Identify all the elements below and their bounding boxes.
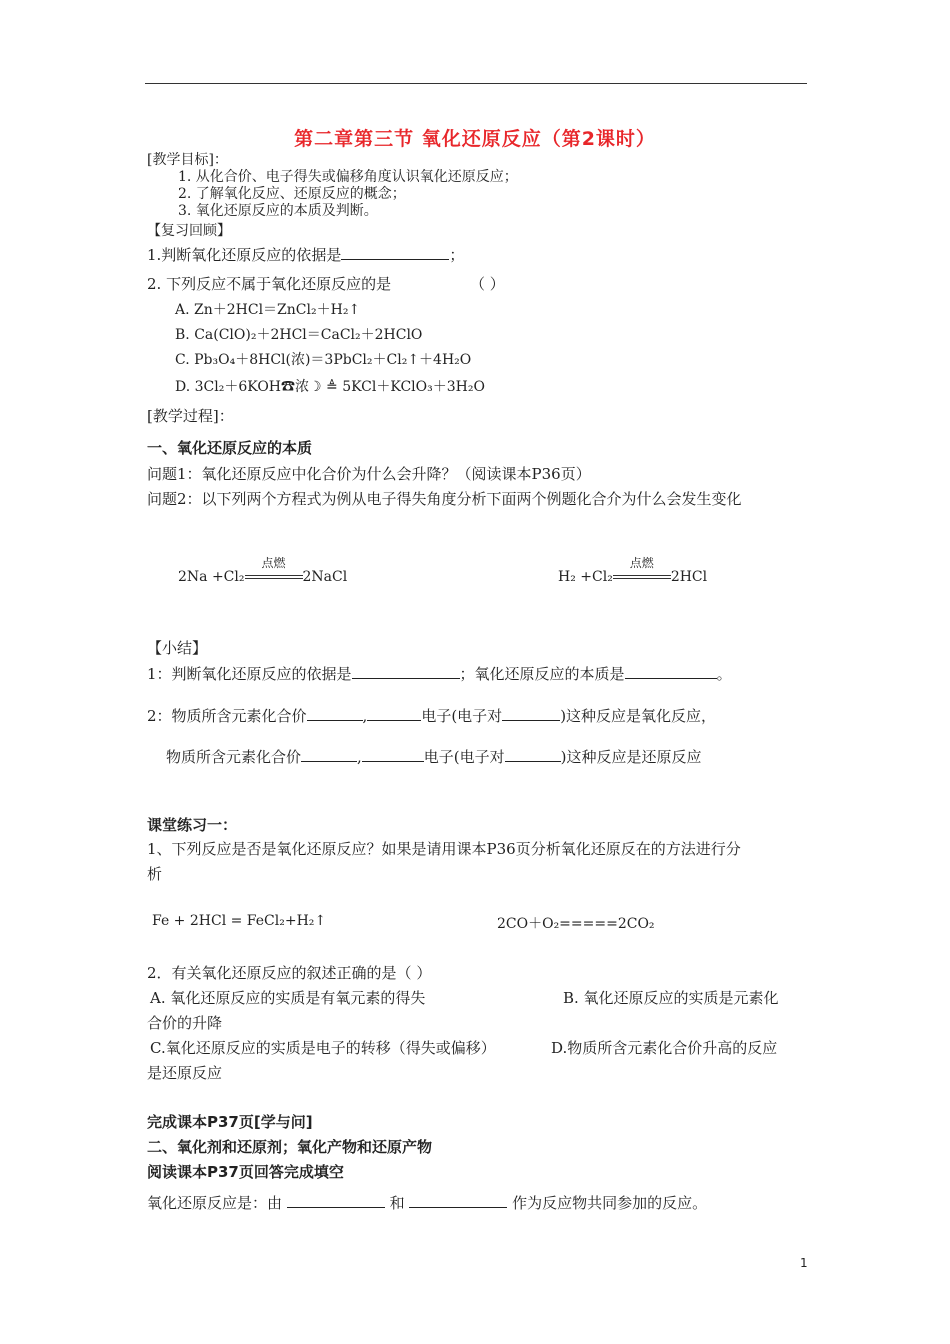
problem-1: 问题1：氧化还原反应中化合价为什么会升降？（阅读课本P36页） [147, 465, 591, 483]
exercise-q2-option-b: B. 氧化还原反应的实质是元素化 [563, 989, 779, 1007]
summary-text: ；氧化还原反应的本质是 [459, 665, 625, 683]
answer-blank[interactable] [341, 245, 449, 260]
textbook-task: 完成课本P37页[学与问] [147, 1113, 313, 1131]
exercise-q2-option-c: C.氧化还原反应的实质是电子的转移（得失或偏移） [150, 1039, 496, 1057]
summary-text: 电子(电子对 [421, 707, 503, 725]
exercise-1-heading: 课堂练习一： [147, 816, 238, 834]
answer-blank[interactable] [409, 1193, 507, 1208]
summary-text: , [357, 748, 362, 766]
section2-heading: 二、氧化剂和还原剂；氧化产物和还原产物 [147, 1138, 433, 1156]
objective-item-1: 1. 从化合价、电子得失或偏移角度认识氧化还原反应； [178, 169, 518, 185]
summary-text: 2：物质所含元素化合价 [147, 707, 307, 725]
exercise-q2-option-a: A. 氧化还原反应的实质是有氧元素的得失 [150, 989, 426, 1007]
objective-item-2: 2. 了解氧化反应、还原反应的概念； [178, 186, 406, 202]
equals-sign [613, 575, 671, 579]
exercise-eq-b: 2CO＋O₂=====2CO₂ [497, 916, 655, 932]
exercise-q2-option-d-cont: 是还原反应 [147, 1064, 223, 1082]
review-q1 [147, 244, 464, 265]
summary-line-1 [147, 663, 732, 684]
review-q1-end: ； [449, 246, 465, 264]
answer-blank[interactable] [301, 747, 357, 762]
fill-text: 和 [389, 1194, 405, 1212]
answer-blank[interactable] [287, 1193, 385, 1208]
answer-blank[interactable] [505, 747, 561, 762]
equation-2 [558, 556, 708, 586]
summary-text: 物质所含元素化合价 [166, 748, 302, 766]
reaction-condition-arrow [245, 556, 303, 586]
answer-blank[interactable] [307, 706, 363, 721]
exercise-1-q1: 1、下列反应是否是氧化还原反应？如果是请用课本P36页分析氧化还原反在的方法进行分 [147, 840, 741, 858]
fill-in-sentence [147, 1192, 707, 1213]
summary-line-3 [166, 746, 702, 767]
review-header: 【复习回顾】 [147, 223, 231, 239]
summary-text: 。 [716, 665, 732, 683]
review-q2: 2. 下列反应不属于氧化还原反应的是 [147, 275, 392, 293]
process-header: [教学过程]： [147, 407, 234, 425]
exercise-1-q2: 2．有关氧化还原反应的叙述正确的是（ ） [147, 964, 432, 982]
reading-instruction: 阅读课本P37页回答完成填空 [147, 1163, 344, 1181]
objective-item-3: 3. 氧化还原反应的本质及判断。 [178, 203, 378, 219]
answer-blank[interactable] [362, 747, 424, 762]
objectives-header: [教学目标]： [147, 152, 228, 168]
summary-line-2 [147, 705, 716, 726]
equals-sign [245, 575, 303, 579]
answer-blank[interactable] [502, 706, 560, 721]
summary-text: 电子(电子对 [423, 748, 505, 766]
page-number: 1 [800, 1256, 808, 1270]
option-c: C. Pb₃O₄＋8HCl(浓)＝3PbCl₂＋Cl₂↑＋4H₂O [175, 352, 472, 368]
answer-blank[interactable] [352, 664, 460, 679]
exercise-q2-option-b-cont: 合价的升降 [147, 1014, 223, 1032]
option-a: A. Zn＋2HCl＝ZnCl₂＋H₂↑ [175, 302, 361, 318]
equation-1-right: 2NaCl [302, 569, 348, 585]
equation-2-left: H₂ +Cl₂ [558, 569, 613, 585]
summary-text: 1：判断氧化还原反应的依据是 [147, 665, 352, 683]
summary-text: )这种反应是氧化反应， [560, 707, 717, 725]
review-q2-paren: （ ） [470, 275, 505, 293]
equation-1-left: 2Na +Cl₂ [178, 569, 245, 585]
summary-text: )这种反应是还原反应 [560, 748, 702, 766]
reaction-condition-arrow [613, 556, 671, 586]
equation-2-right: 2HCl [670, 569, 708, 585]
problem-2: 问题2：以下列两个方程式为例从电子得失角度分析下面两个例题化合介为什么会发生变化 [147, 490, 742, 508]
page-title: 第二章第三节 氧化还原反应（第2课时） [294, 128, 656, 150]
exercise-q2-option-d: D.物质所含元素化合价升高的反应 [551, 1039, 778, 1057]
review-q1-text: 1.判断氧化还原反应的依据是 [147, 246, 342, 264]
equation-1 [178, 556, 348, 586]
fill-text: 氧化还原反应是：由 [147, 1194, 283, 1212]
exercise-1-q1-cont: 析 [147, 865, 163, 883]
condition-label: 点燃 [261, 556, 286, 570]
summary-header: 【小结】 [147, 639, 208, 657]
answer-blank[interactable] [625, 664, 717, 679]
summary-text: , [362, 707, 368, 725]
exercise-eq-a: Fe + 2HCl = FeCl₂+H₂↑ [152, 913, 327, 929]
fill-text: 作为反应物共同参加的反应。 [512, 1194, 708, 1212]
section1-heading: 一、氧化还原反应的本质 [147, 439, 313, 457]
header-rule [145, 83, 807, 84]
answer-blank[interactable] [367, 706, 421, 721]
option-d: D. 3Cl₂＋6KOH☎浓☽ ≜ 5KCl＋KClO₃＋3H₂O [175, 379, 485, 395]
option-b: B. Ca(ClO)₂＋2HCl＝CaCl₂＋2HClO [175, 327, 423, 343]
condition-label: 点燃 [629, 556, 654, 570]
